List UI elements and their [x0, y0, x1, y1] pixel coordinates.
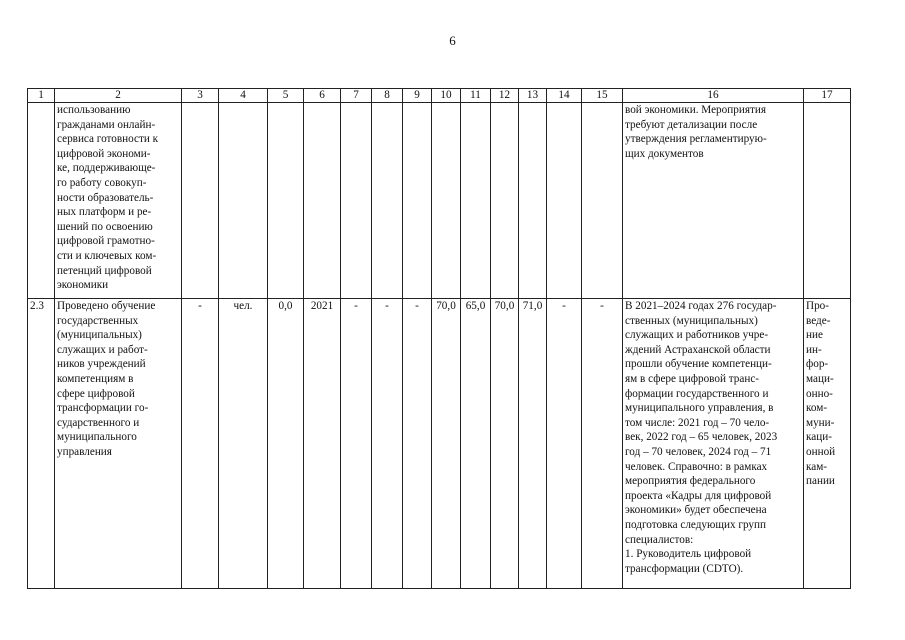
- cell-value: -: [182, 299, 219, 589]
- col-header: 1: [28, 89, 55, 103]
- col-header: 3: [182, 89, 219, 103]
- cell-base-value: 0,0: [268, 299, 304, 589]
- col-header: 13: [519, 89, 547, 103]
- cell-empty: [491, 103, 519, 299]
- table-row-2-3: [28, 299, 851, 589]
- cell-event: [804, 103, 851, 299]
- col-header: 5: [268, 89, 304, 103]
- cell-empty: [182, 103, 219, 299]
- cell-empty: [547, 103, 582, 299]
- cell-empty: [219, 103, 268, 299]
- cell-empty: [432, 103, 461, 299]
- cell-value: -: [403, 299, 432, 589]
- cell-empty: [268, 103, 304, 299]
- col-header: 8: [372, 89, 403, 103]
- cell-value: 65,0: [461, 299, 491, 589]
- cell-empty: [582, 103, 623, 299]
- col-header: 4: [219, 89, 268, 103]
- col-header: 10: [432, 89, 461, 103]
- cell-value: 71,0: [519, 299, 547, 589]
- cell-event: Про- веде- ние ин- фор- маци- онно- ком- муни- каци- онной кам- пании: [804, 299, 851, 589]
- cell-base-year: 2021: [304, 299, 341, 589]
- cell-unit: чел.: [219, 299, 268, 589]
- indicators-table: [27, 88, 851, 589]
- cell-value: -: [582, 299, 623, 589]
- cell-value: 70,0: [432, 299, 461, 589]
- cell-empty: [461, 103, 491, 299]
- col-header: 15: [582, 89, 623, 103]
- table-row-continued: [28, 103, 851, 299]
- cell-description: Проведено обучение государственных (муниципальных) служащих и работ- ников учреждений компетенциям в сфере цифровой трансформации го- сударственного и муниципального управления: [55, 299, 182, 589]
- col-header: 12: [491, 89, 519, 103]
- cell-value: -: [372, 299, 403, 589]
- cell-empty: [304, 103, 341, 299]
- col-header: 16: [623, 89, 804, 103]
- col-header: 14: [547, 89, 582, 103]
- cell-number: [28, 103, 55, 299]
- cell-description: использованию гражданами онлайн- сервиса готовности к цифровой экономи- ке, поддерживающе- го работу совокуп- ности образователь- ных платформ и ре- шений по освоению цифровой грамотно- сти и ключевых ком- петенций цифровой экономики: [55, 103, 182, 299]
- cell-comment: В 2021–2024 годах 276 государ- ственных (муниципальных) служащих и работников учре- ждений Астраханской области прошли обучение компетенци- ям в сфере цифровой транс- формации государственного и муниципального управления, в том числе: 2021 год – 70 чело- век, 2022 год – 65 человек, 2023 год – 70 человек, 2024 год – 71 человек. Справочно: в рамках мероприятия федерального проекта «Кадры для цифровой экономики» будет обеспечена подготовка следующих групп специалистов: 1. Руководитель цифровой трансформации (CDTO).: [623, 299, 804, 589]
- cell-empty: [341, 103, 372, 299]
- page-number: 6: [449, 33, 456, 48]
- col-header: 17: [804, 89, 851, 103]
- col-header: 6: [304, 89, 341, 103]
- cell-value: 70,0: [491, 299, 519, 589]
- cell-value: -: [547, 299, 582, 589]
- cell-empty: [403, 103, 432, 299]
- col-header: 2: [55, 89, 182, 103]
- cell-comment: вой экономики. Мероприятия требуют детализации после утверждения регламентирую- щих документов: [623, 103, 804, 299]
- col-header: 11: [461, 89, 491, 103]
- cell-value: -: [341, 299, 372, 589]
- cell-number: 2.3: [28, 299, 55, 589]
- header-row: [28, 89, 851, 103]
- cell-empty: [372, 103, 403, 299]
- col-header: 9: [403, 89, 432, 103]
- col-header: 7: [341, 89, 372, 103]
- cell-empty: [519, 103, 547, 299]
